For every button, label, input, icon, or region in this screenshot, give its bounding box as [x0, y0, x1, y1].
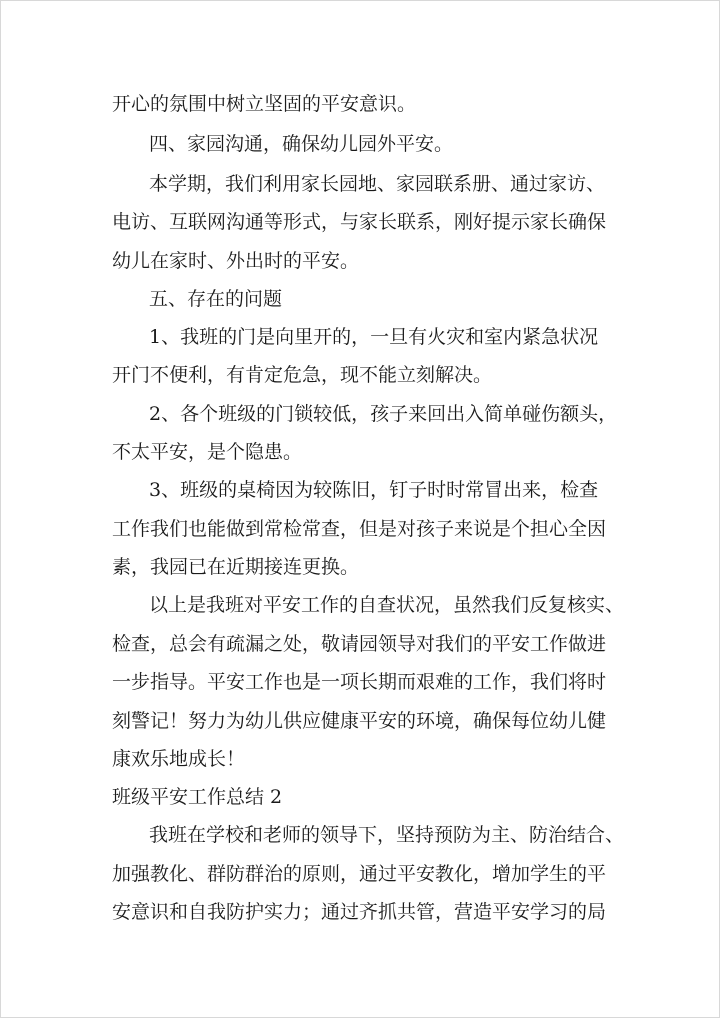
text-line: 开心的氛围中树立坚固的平安意识。	[112, 93, 417, 115]
section-heading: 四、家园沟通，确保幼儿园外平安。	[149, 133, 454, 155]
text-line: 3、班级的桌椅因为较陈旧，钉子时时常冒出来，检查	[149, 479, 599, 501]
text-line: 本学期，我们利用家长园地、家园联系册、通过家访、	[149, 173, 606, 195]
text-line: 一步指导。平安工作也是一项长期而艰难的工作，我们将时	[112, 671, 607, 693]
text-line: 1、我班的门是向里开的，一旦有火灾和室内紧急状况	[149, 326, 599, 348]
text-line: 开门不便利，有肯定危急，现不能立刻解决。	[112, 364, 493, 386]
text-line: 不太平安，是个隐患。	[112, 441, 303, 463]
text-line: 我班在学校和老师的领导下，坚持预防为主、防治结合、	[149, 824, 625, 846]
text-line: 幼儿在家时、外出时的平安。	[112, 250, 360, 272]
text-line: 加强教化、群防群治的原则，通过平安教化，增加学生的平	[112, 863, 607, 885]
text-line: 以上是我班对平安工作的自查状况，虽然我们反复核实、	[149, 594, 625, 616]
section-heading: 五、存在的问题	[149, 288, 283, 310]
text-line: 安意识和自我防护实力；通过齐抓共管，营造平安学习的局	[112, 901, 607, 923]
text-line: 检查，总会有疏漏之处，敬请园领导对我们的平安工作做进	[112, 633, 607, 655]
text-line: 康欢乐地成长！	[112, 748, 246, 770]
text-line: 电访、互联网沟通等形式，与家长联系，刚好提示家长确保	[112, 211, 607, 233]
text-line: 2、各个班级的门锁较低，孩子来回出入简单碰伤额头，	[149, 403, 618, 425]
text-line: 工作我们也能做到常检常查，但是对孩子来说是个担心全因	[112, 518, 607, 540]
text-line: 素，我园已在近期接连更换。	[112, 556, 360, 578]
text-line: 刻警记！努力为幼儿供应健康平安的环境，确保每位幼儿健	[112, 710, 607, 732]
document-title: 班级平安工作总结 2	[112, 786, 283, 808]
